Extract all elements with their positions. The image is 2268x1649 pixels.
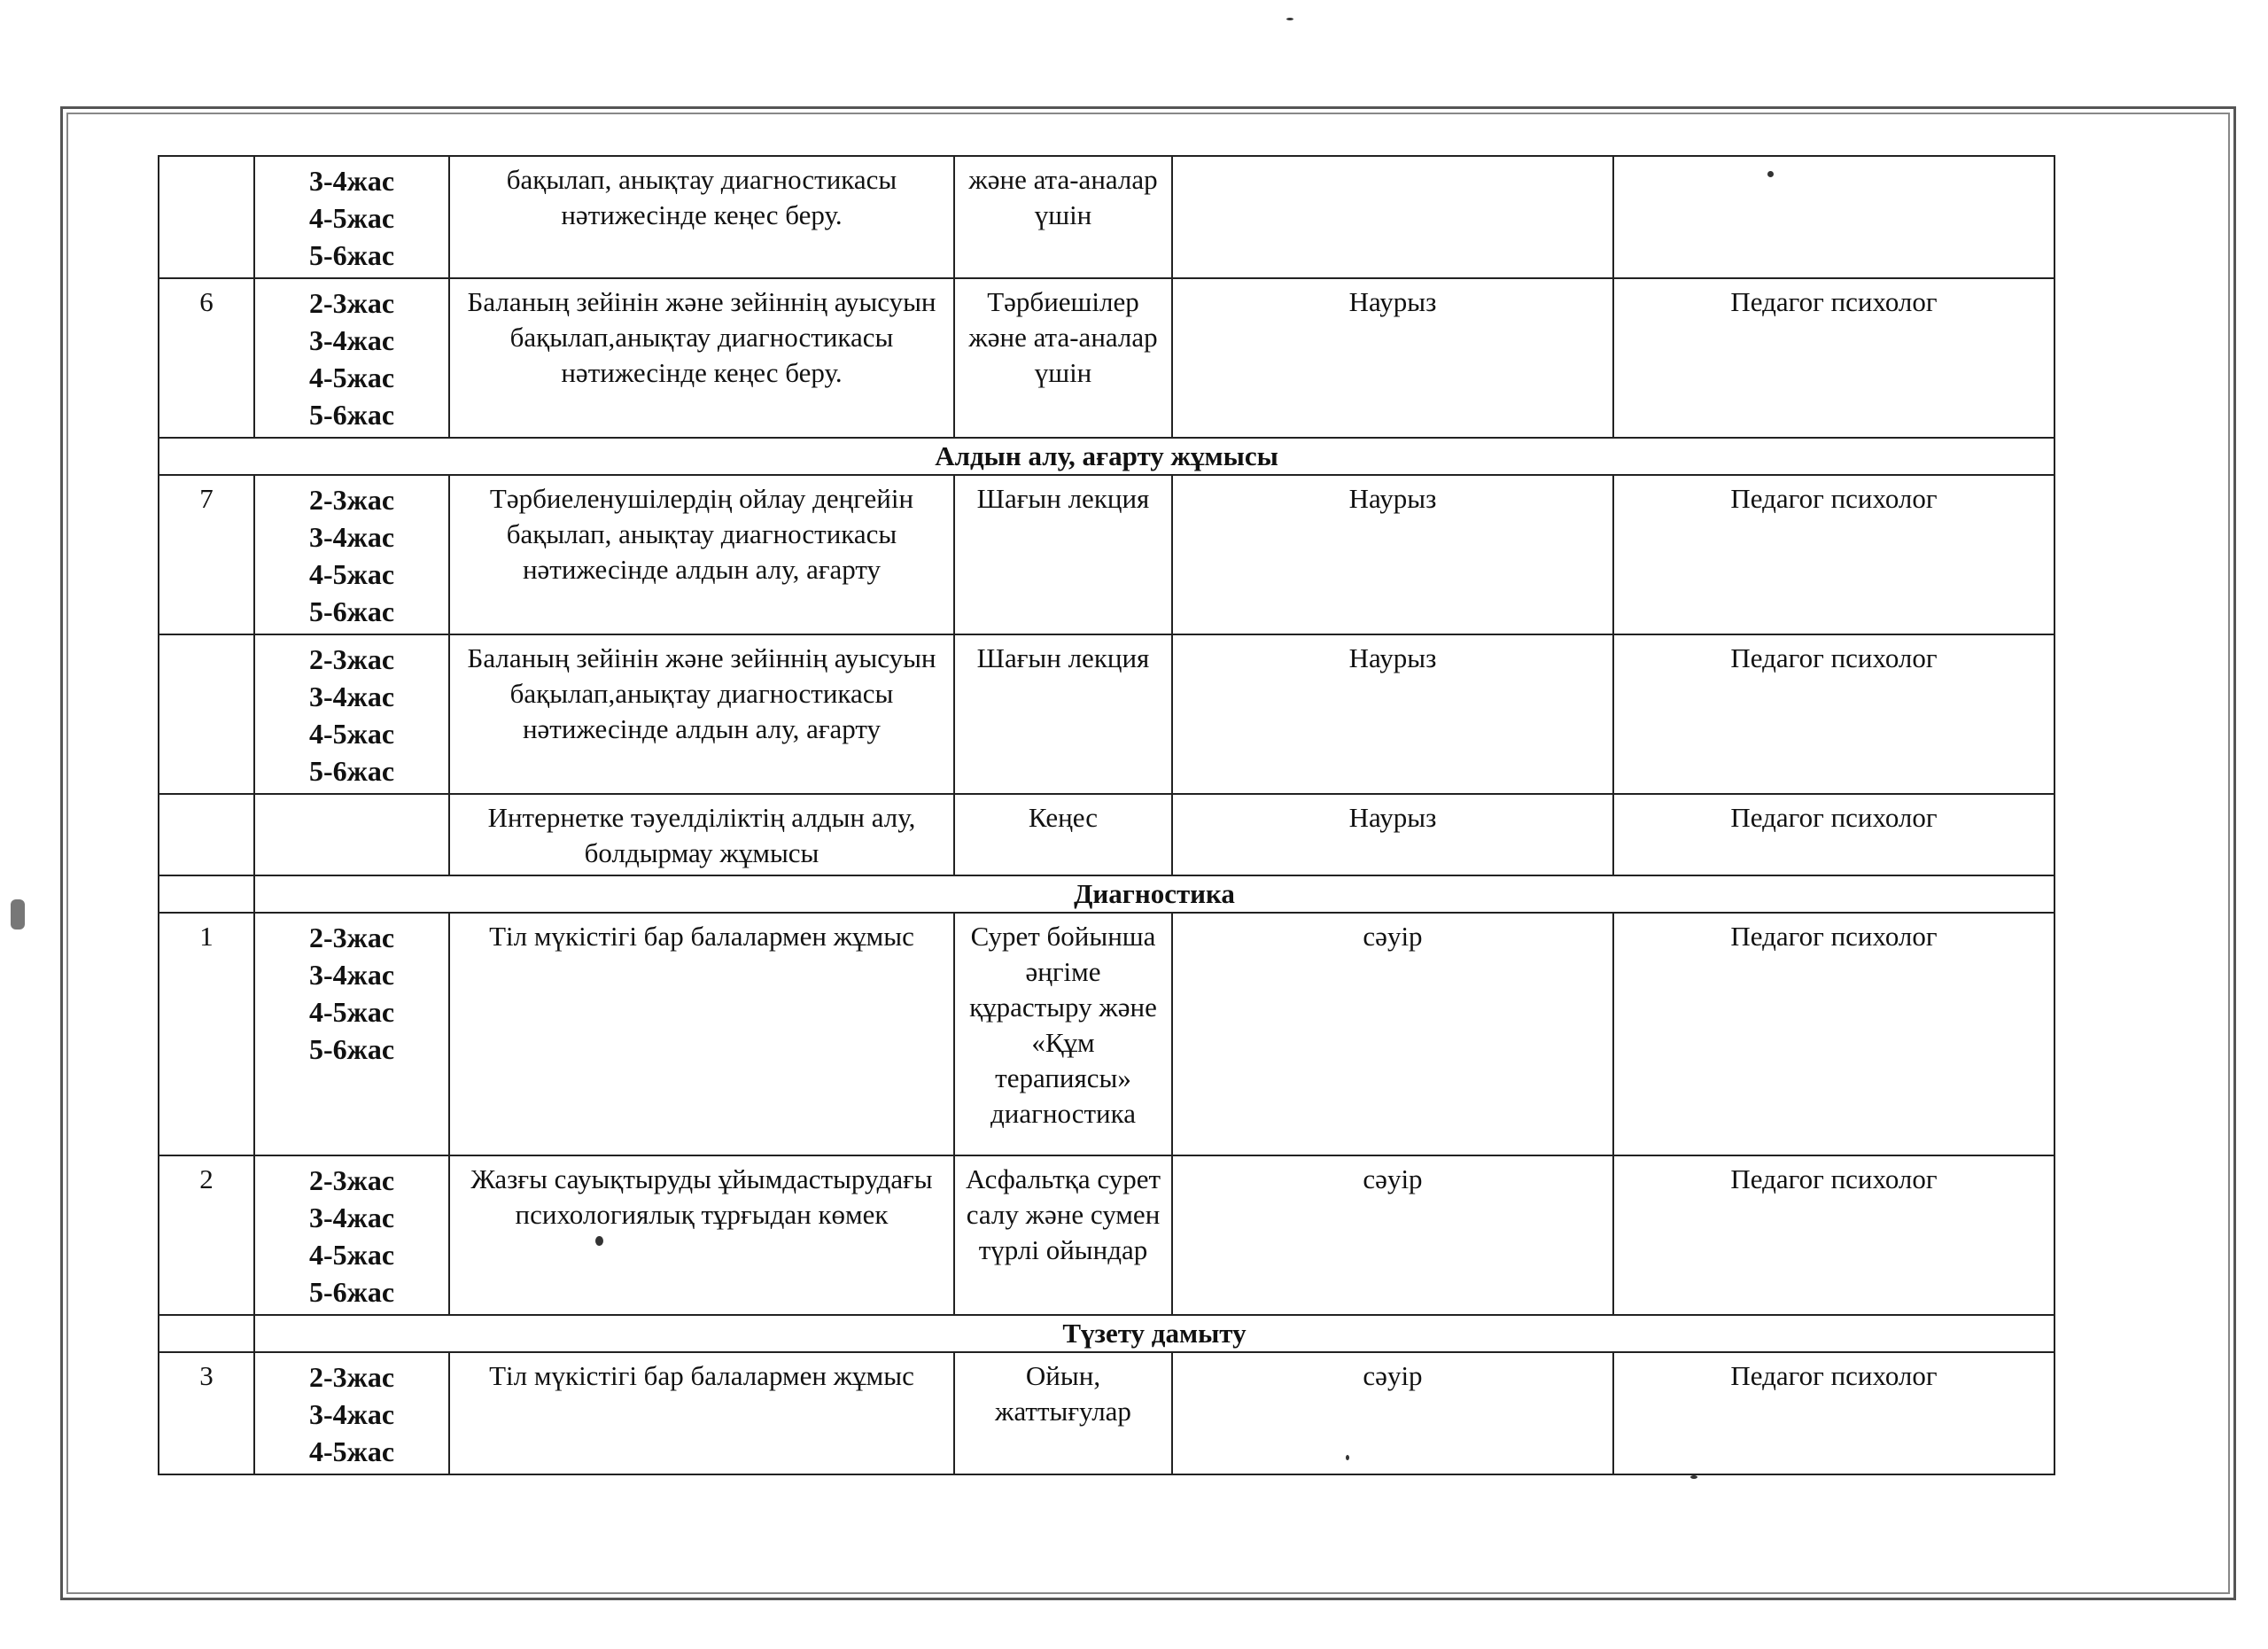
row-number: 1 [159, 913, 254, 1155]
table-row [159, 634, 2054, 794]
age-groups [254, 913, 449, 1155]
row-number: 2 [159, 1155, 254, 1315]
activity-cell: Тіл мүкістігі бар балалармен жұмыс [449, 1352, 954, 1474]
activity-cell: Баланың зейінін және зейіннің ауысуын бақылап,анықтау диагностикасы нәтижесінде алдын алу, ағарту [449, 634, 954, 794]
row-number: 6 [159, 278, 254, 438]
scan-speck [1690, 1475, 1697, 1479]
age-group: 2-3жас 3-4жас 4-5жас [308, 1361, 395, 1467]
row-number [159, 794, 254, 875]
activity-cell: Жазғы сауықтыруды ұйымдастырудағы психологиялық тұрғыдан көмек [449, 1155, 954, 1315]
section-title: Алдын алу, ағарту жұмысы [159, 438, 2054, 475]
age-group: 2-3жас 3-4жас 4-5жас 5-6жас [308, 287, 395, 431]
responsible-cell: Педагог психолог [1613, 913, 2054, 1155]
age-groups [254, 156, 449, 278]
date-cell: сәуір [1172, 1155, 1613, 1315]
age-group: 2-3жас 3-4жас 4-5жас 5-6жас [308, 1164, 395, 1308]
plan-table [158, 155, 2055, 1475]
age-group: 2-3жас 3-4жас 4-5жас 5-6жас [308, 484, 395, 627]
form-cell: Шағын лекция [954, 475, 1172, 634]
section-title: Диагностика [254, 875, 2054, 913]
table-row [159, 475, 2054, 634]
section-row [159, 1315, 2054, 1352]
form-cell: Ойын, жаттығулар [954, 1352, 1172, 1474]
date-cell [1172, 156, 1613, 278]
section-row [159, 875, 2054, 913]
activity-cell: бақылап, анықтау диагностикасы нәтижесінде кеңес беру. [449, 156, 954, 278]
age-group: 3-4жас 4-5жас 5-6жас [308, 165, 395, 271]
age-groups [254, 278, 449, 438]
date-cell: сәуір [1172, 913, 1613, 1155]
form-cell: Тәрбиешілер және ата-аналар үшін [954, 278, 1172, 438]
section-row [159, 438, 2054, 475]
age-group: 2-3жас 3-4жас 4-5жас 5-6жас [308, 643, 395, 787]
section-spacer [159, 1315, 254, 1352]
activity-cell: Баланың зейінін және зейіннің ауысуын бақылап,анықтау диагностикасы нәтижесінде кеңес беру. [449, 278, 954, 438]
scan-speck [1346, 1455, 1349, 1460]
section-spacer [159, 875, 254, 913]
form-cell: Асфальтқа сурет салу және сумен түрлі ойындар [954, 1155, 1172, 1315]
age-groups [254, 794, 449, 875]
section-title: Түзету дамыту [254, 1315, 2054, 1352]
age-groups [254, 1352, 449, 1474]
date-cell: Наурыз [1172, 475, 1613, 634]
form-cell: және ата-аналар үшін [954, 156, 1172, 278]
scan-speck [11, 899, 25, 930]
table-row [159, 913, 2054, 1155]
table-row [159, 1155, 2054, 1315]
activity-cell: Тәрбиеленушілердің ойлау деңгейін бақылап, анықтау диагностикасы нәтижесінде алдын алу, ағарту [449, 475, 954, 634]
activity-cell: Тіл мүкістігі бар балалармен жұмыс [449, 913, 954, 1155]
responsible-cell [1613, 156, 2054, 278]
responsible-cell: Педагог психолог [1613, 1352, 2054, 1474]
row-number [159, 634, 254, 794]
form-cell: Сурет бойынша әңгіме құрастыру және «Құм терапиясы» диагностика [954, 913, 1172, 1155]
responsible-cell: Педагог психолог [1613, 794, 2054, 875]
table-row [159, 278, 2054, 438]
table-row [159, 1352, 2054, 1474]
age-group: 2-3жас 3-4жас 4-5жас 5-6жас [308, 922, 395, 1065]
activity-cell: Интернетке тәуелділіктің алдын алу, болдырмау жұмысы [449, 794, 954, 875]
scan-speck [1286, 18, 1293, 20]
date-cell: Наурыз [1172, 794, 1613, 875]
scan-speck [1767, 171, 1774, 177]
row-number: 3 [159, 1352, 254, 1474]
responsible-cell: Педагог психолог [1613, 475, 2054, 634]
responsible-cell: Педагог психолог [1613, 634, 2054, 794]
scan-speck [595, 1236, 603, 1246]
form-cell: Шағын лекция [954, 634, 1172, 794]
age-groups [254, 1155, 449, 1315]
responsible-cell: Педагог психолог [1613, 278, 2054, 438]
date-cell: Наурыз [1172, 634, 1613, 794]
date-cell: сәуір [1172, 1352, 1613, 1474]
responsible-cell: Педагог психолог [1613, 1155, 2054, 1315]
row-number: 7 [159, 475, 254, 634]
table-row [159, 794, 2054, 875]
age-groups [254, 475, 449, 634]
form-cell: Кеңес [954, 794, 1172, 875]
date-cell: Наурыз [1172, 278, 1613, 438]
row-number [159, 156, 254, 278]
age-groups [254, 634, 449, 794]
